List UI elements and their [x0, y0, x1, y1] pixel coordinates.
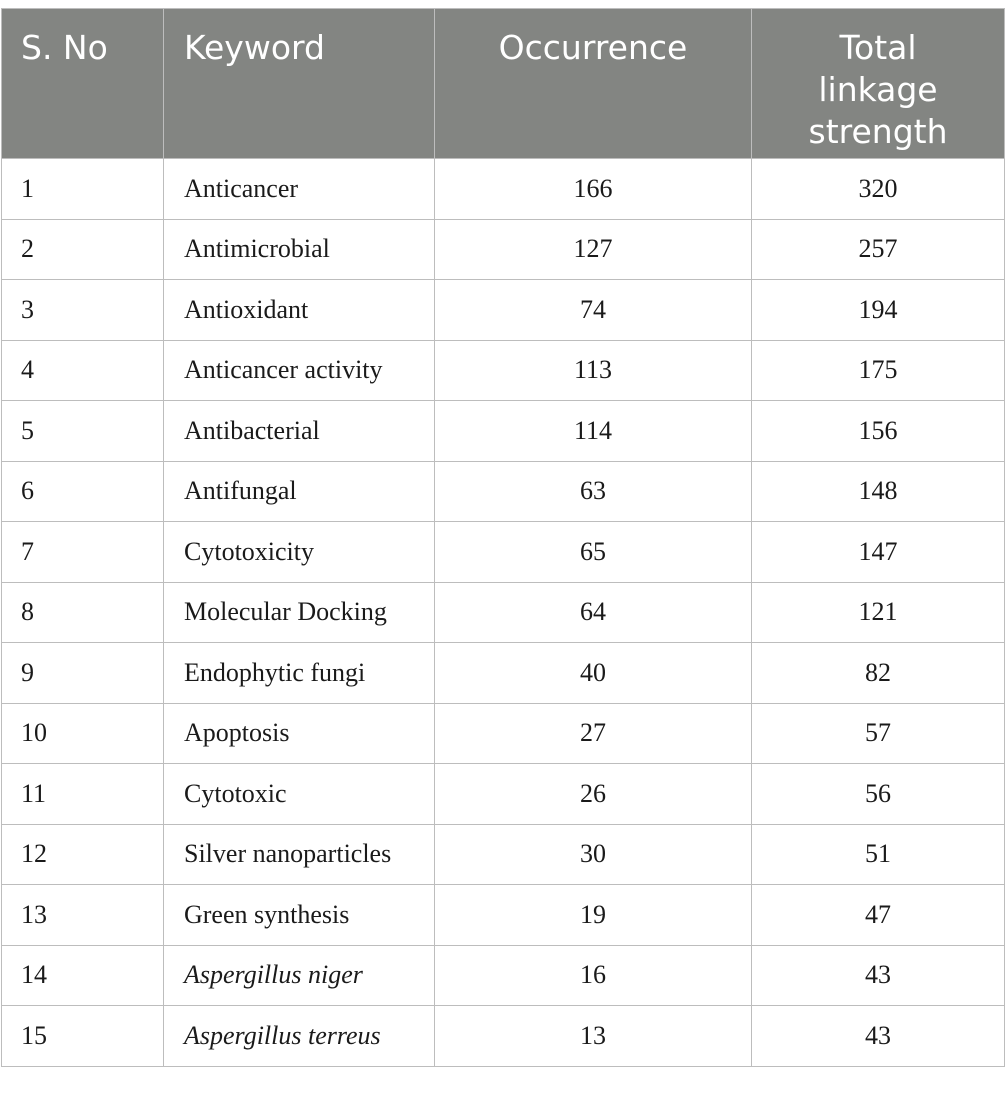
cell-sno: 6	[2, 461, 164, 522]
cell-total-linkage-strength: 320	[752, 159, 1005, 220]
cell-occurrence: 13	[435, 1006, 752, 1067]
cell-total-linkage-strength: 194	[752, 280, 1005, 341]
cell-total-linkage-strength: 82	[752, 643, 1005, 704]
table-row	[2, 461, 1005, 522]
cell-total-linkage-strength: 175	[752, 340, 1005, 401]
table-row	[2, 703, 1005, 764]
keyword-table	[1, 8, 1005, 1067]
cell-sno: 13	[2, 885, 164, 946]
table-row	[2, 824, 1005, 885]
cell-total-linkage-strength: 47	[752, 885, 1005, 946]
cell-keyword: Endophytic fungi	[164, 643, 435, 704]
cell-keyword: Aspergillus terreus	[164, 1006, 435, 1067]
cell-sno: 1	[2, 159, 164, 220]
cell-occurrence: 64	[435, 582, 752, 643]
table-row	[2, 945, 1005, 1006]
cell-keyword: Green synthesis	[164, 885, 435, 946]
cell-keyword: Aspergillus niger	[164, 945, 435, 1006]
cell-sno: 2	[2, 219, 164, 280]
header-total-linkage-strength	[752, 9, 1005, 159]
cell-sno: 3	[2, 280, 164, 341]
cell-sno: 8	[2, 582, 164, 643]
cell-occurrence: 166	[435, 159, 752, 220]
cell-occurrence: 19	[435, 885, 752, 946]
cell-sno: 12	[2, 824, 164, 885]
cell-keyword: Silver nanoparticles	[164, 824, 435, 885]
cell-sno: 4	[2, 340, 164, 401]
cell-keyword: Anticancer activity	[164, 340, 435, 401]
table-row	[2, 219, 1005, 280]
cell-keyword: Antioxidant	[164, 280, 435, 341]
cell-occurrence: 74	[435, 280, 752, 341]
cell-sno: 5	[2, 401, 164, 462]
cell-total-linkage-strength: 51	[752, 824, 1005, 885]
cell-total-linkage-strength: 43	[752, 1006, 1005, 1067]
cell-occurrence: 16	[435, 945, 752, 1006]
cell-keyword: Antimicrobial	[164, 219, 435, 280]
cell-total-linkage-strength: 147	[752, 522, 1005, 583]
cell-occurrence: 127	[435, 219, 752, 280]
table-body	[2, 159, 1005, 1067]
table-row	[2, 582, 1005, 643]
cell-keyword: Anticancer	[164, 159, 435, 220]
table-row	[2, 643, 1005, 704]
cell-total-linkage-strength: 57	[752, 703, 1005, 764]
cell-sno: 9	[2, 643, 164, 704]
table-row	[2, 401, 1005, 462]
cell-sno: 10	[2, 703, 164, 764]
cell-keyword: Molecular Docking	[164, 582, 435, 643]
cell-keyword: Apoptosis	[164, 703, 435, 764]
cell-occurrence: 63	[435, 461, 752, 522]
table-row	[2, 522, 1005, 583]
cell-total-linkage-strength: 156	[752, 401, 1005, 462]
cell-sno: 7	[2, 522, 164, 583]
cell-total-linkage-strength: 43	[752, 945, 1005, 1006]
table-header	[2, 9, 1005, 159]
table-row	[2, 764, 1005, 825]
cell-total-linkage-strength: 148	[752, 461, 1005, 522]
cell-sno: 15	[2, 1006, 164, 1067]
cell-occurrence: 114	[435, 401, 752, 462]
cell-keyword: Antifungal	[164, 461, 435, 522]
table-row	[2, 159, 1005, 220]
cell-occurrence: 40	[435, 643, 752, 704]
cell-keyword: Cytotoxic	[164, 764, 435, 825]
table-row	[2, 885, 1005, 946]
cell-total-linkage-strength: 121	[752, 582, 1005, 643]
table-row	[2, 280, 1005, 341]
header-total-linkage-strength-label: Total linkage strength	[808, 28, 948, 151]
cell-occurrence: 113	[435, 340, 752, 401]
cell-total-linkage-strength: 257	[752, 219, 1005, 280]
header-sno: S. No	[2, 9, 164, 159]
cell-occurrence: 26	[435, 764, 752, 825]
table-row	[2, 1006, 1005, 1067]
cell-occurrence: 30	[435, 824, 752, 885]
cell-sno: 11	[2, 764, 164, 825]
cell-total-linkage-strength: 56	[752, 764, 1005, 825]
cell-sno: 14	[2, 945, 164, 1006]
header-keyword: Keyword	[164, 9, 435, 159]
header-row	[2, 9, 1005, 159]
header-occurrence: Occurrence	[435, 9, 752, 159]
cell-keyword: Cytotoxicity	[164, 522, 435, 583]
cell-keyword: Antibacterial	[164, 401, 435, 462]
cell-occurrence: 27	[435, 703, 752, 764]
table-row	[2, 340, 1005, 401]
cell-occurrence: 65	[435, 522, 752, 583]
